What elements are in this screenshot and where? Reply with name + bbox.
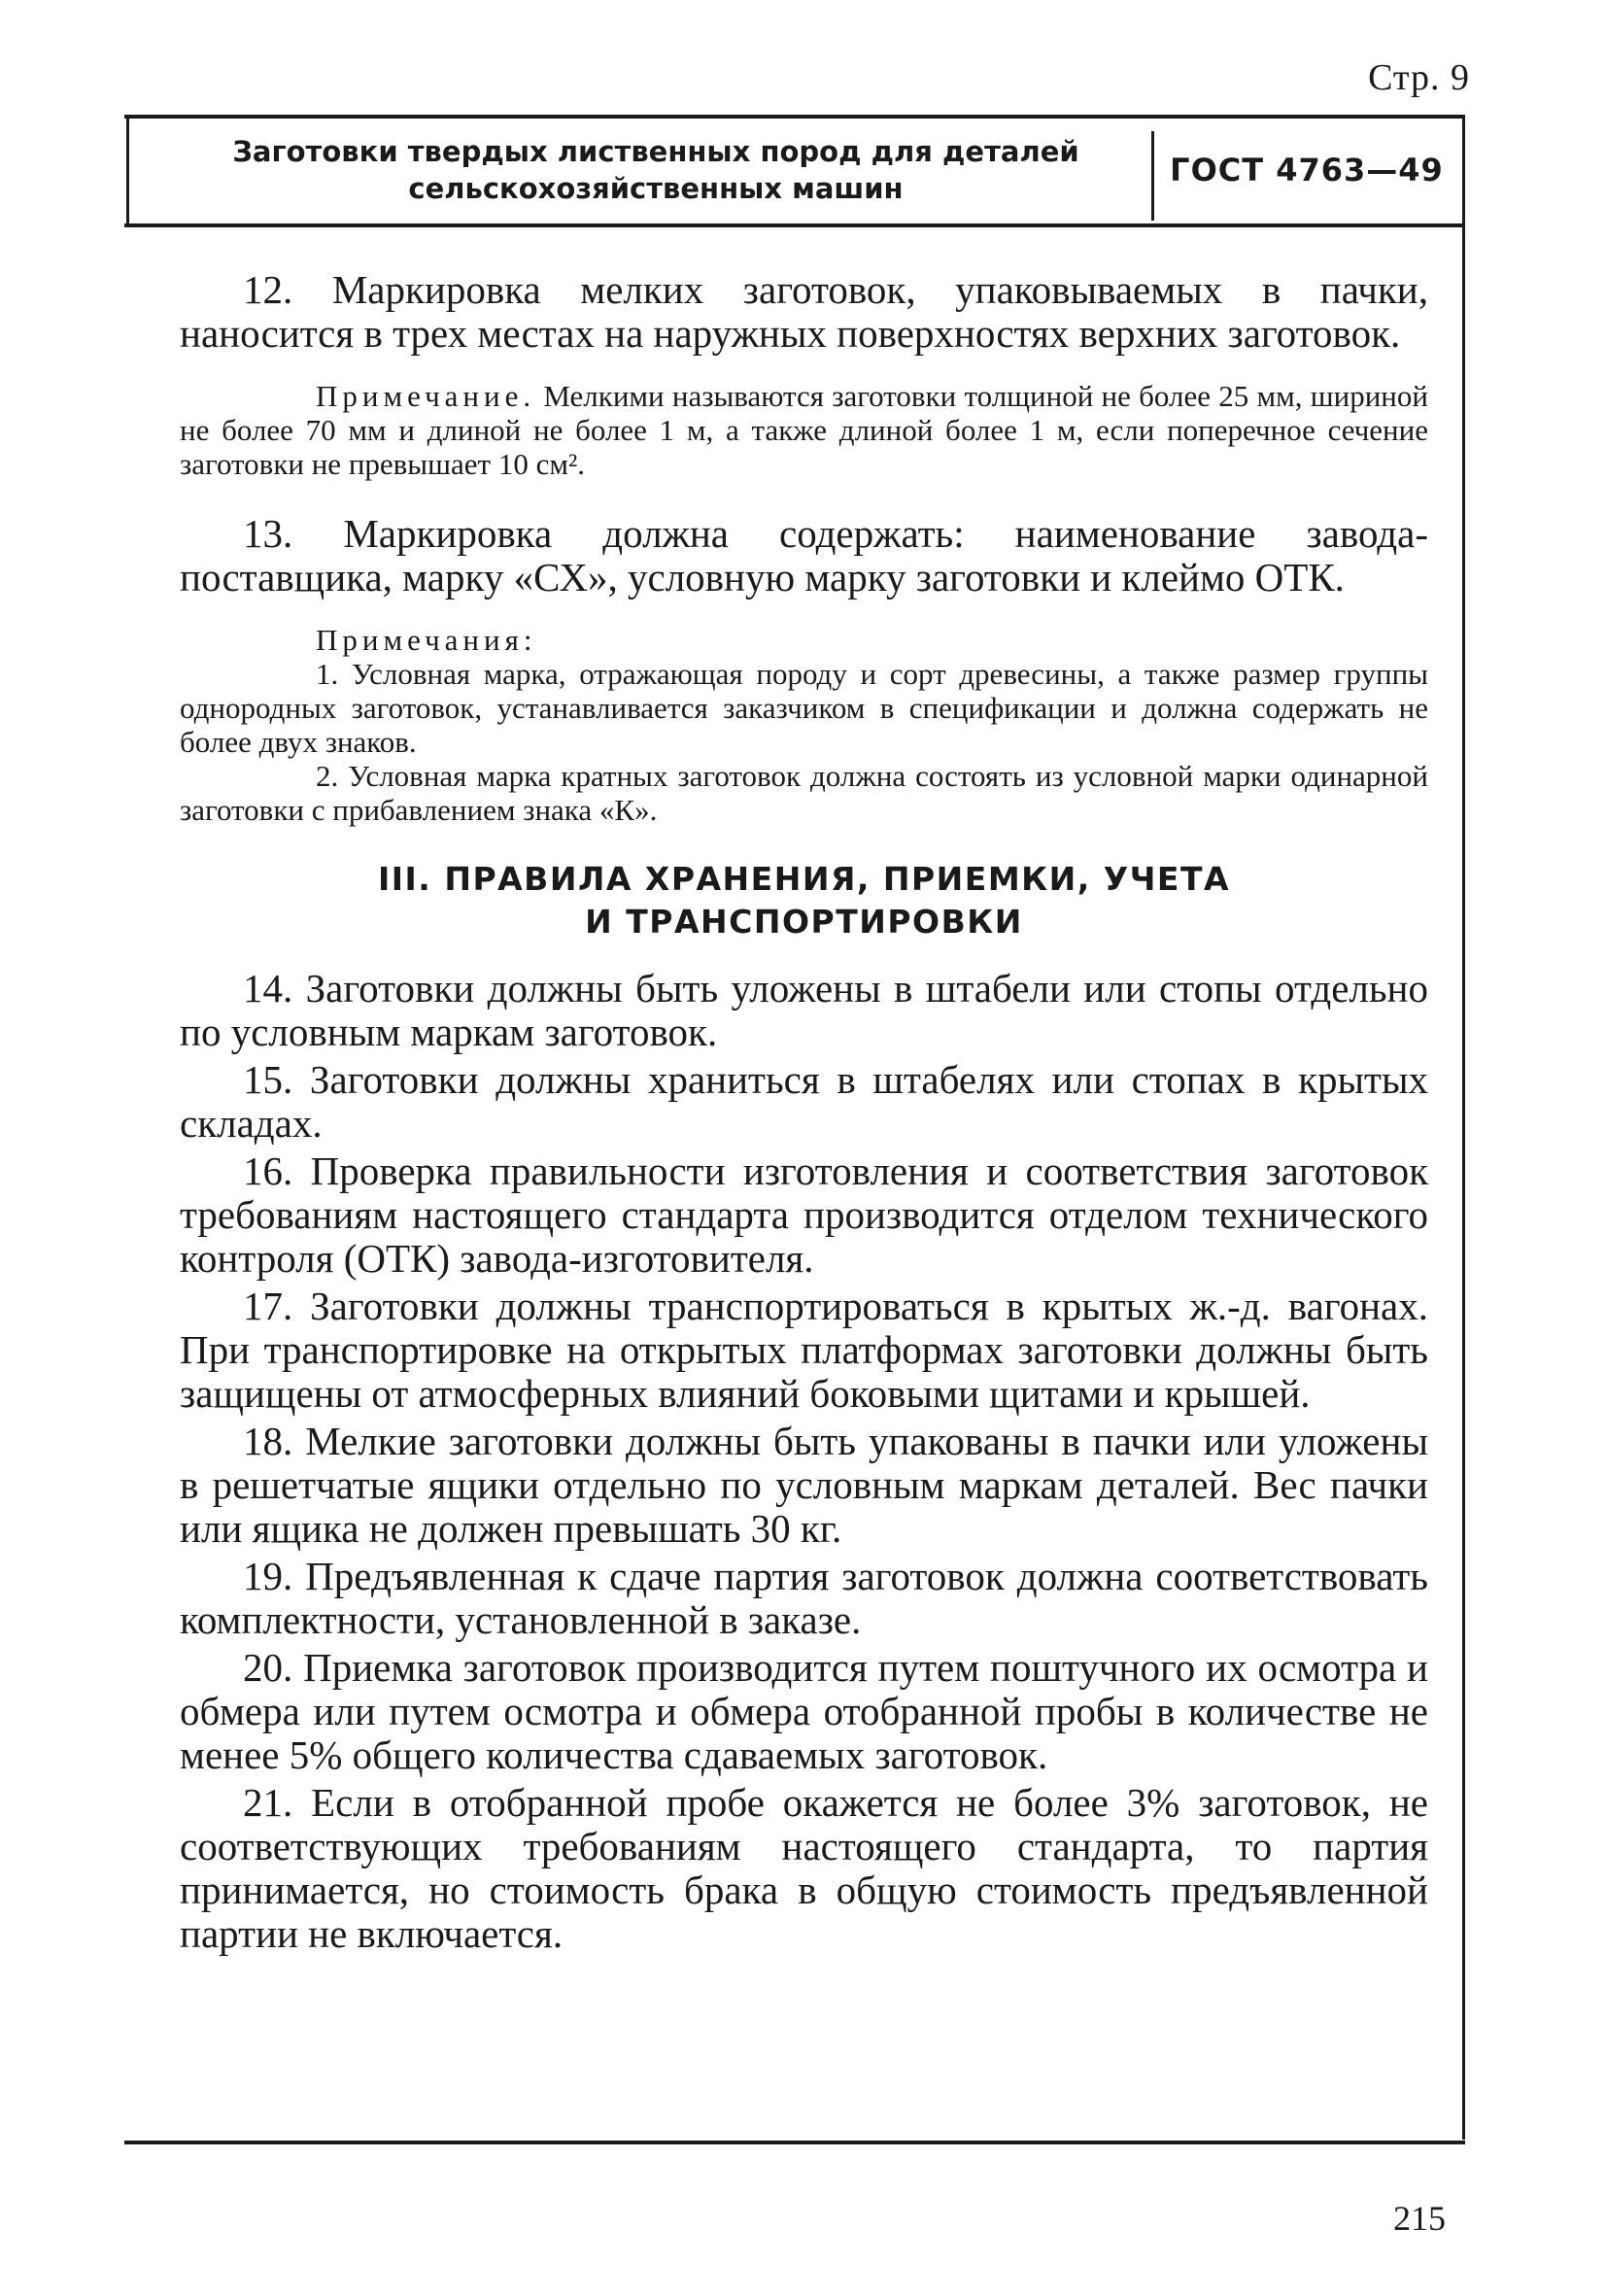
- header-left-border: [126, 119, 129, 225]
- paragraph-21: 21. Если в отобранной пробе окажется не более 3% заготовок, не соответствующих требованиям настоящего стандарта, то партия принимается, но стоимость брака в общую стоимость предъявленной партии не включается.: [180, 1780, 1428, 1956]
- bottom-rule: [124, 2141, 1465, 2144]
- paragraph-19: 19. Предъявленная к сдаче партия заготовок должна соответствовать комплектности, установленной в заказе.: [180, 1554, 1428, 1642]
- paragraph-17: 17. Заготовки должны транспортироваться в крытых ж.-д. вагонах. При транспортировке на открытых платформах заготовки должны быть защищены от атмосферных влияний боковыми щитами и крышей.: [180, 1284, 1428, 1416]
- note-2-item-1: 1. Условная марка, отражающая породу и сорт древесины, а также размер группы однородных заготовок, устанавливается заказчиком в спецификации и должна содержать не более двух знаков.: [180, 657, 1428, 759]
- note-1-label: Примечание.: [316, 379, 536, 413]
- top-rule: [124, 115, 1465, 119]
- section-title-line1: III. ПРАВИЛА ХРАНЕНИЯ, ПРИЕМКИ, УЧЕТА: [377, 860, 1231, 898]
- page-number: 215: [1393, 2199, 1446, 2238]
- section-title: [180, 858, 1428, 943]
- header-title: [170, 133, 1142, 207]
- paragraph-12: 12. Маркировка мелких заготовок, упаковываемых в пачки, наносится в трех местах на наружных поверхностях верхних заготовок.: [180, 267, 1428, 356]
- paragraph-14: 14. Заготовки должны быть уложены в штабели или стопы отдельно по условным маркам заготовок.: [180, 966, 1428, 1054]
- note-2-item-2: 2. Условная марка кратных заготовок должна состоять из условной марки одинарной заготовки с прибавлением знака «К».: [180, 759, 1428, 827]
- note-1: [180, 379, 1428, 481]
- paragraph-15: 15. Заготовки должны храниться в штабелях или стопах в крытых складах.: [180, 1057, 1428, 1146]
- standard-code: ГОСТ 4763—49: [1170, 152, 1444, 188]
- document-body: [180, 268, 1428, 1960]
- paragraph-16: 16. Проверка правильности изготовления и соответствия заготовок требованиям настоящего стандарта производится отделом технического контроля (ОТК) завода-изготовителя.: [180, 1148, 1428, 1281]
- header-title-line1: Заготовки твердых лиственных пород для деталей: [232, 135, 1079, 168]
- paragraph-18: 18. Мелкие заготовки должны быть упакованы в пачки или уложены в решетчатые ящики отдельно по условным маркам деталей. Вес пачки или ящика не должен превышать 30 кг.: [180, 1419, 1428, 1551]
- paragraph-13: 13. Маркировка должна содержать: наименование завода-поставщика, марку «СХ», условную марку заготовки и клеймо ОТК.: [180, 511, 1428, 600]
- paragraph-20: 20. Приемка заготовок производится путем поштучного их осмотра и обмера или путем осмотра и обмера отобранной пробы в количестве не менее 5% общего количества сдаваемых заготовок.: [180, 1645, 1428, 1777]
- section-title-line2: И ТРАНСПОРТИРОВКИ: [585, 903, 1023, 941]
- page-label: Стр. 9: [1368, 57, 1470, 98]
- header-bottom-rule: [124, 223, 1465, 227]
- note-2-label: Примечания:: [316, 623, 537, 657]
- note-1-text: [180, 379, 1428, 481]
- header-separator: [1151, 131, 1154, 221]
- right-border: [1462, 119, 1465, 2140]
- header-title-line2: сельскохозяйственных машин: [408, 172, 904, 205]
- note-2: [180, 623, 1428, 827]
- note-1-body: Мелкими называются заготовки толщиной не более 25 мм, шириной не более 70 мм и длиной не более 1 м, а также длиной более 1 м, если поперечное сечение заготовки не превышает 10 см².: [180, 379, 1428, 481]
